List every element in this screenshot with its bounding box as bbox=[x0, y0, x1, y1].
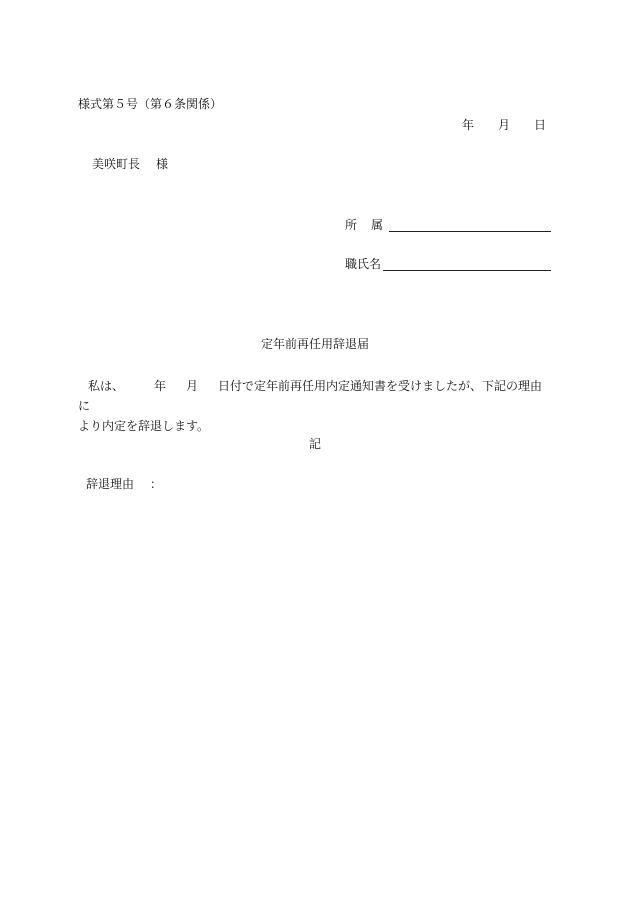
date-day-label: 日 bbox=[534, 118, 547, 132]
document-title: 定年前再任用辞退届 bbox=[260, 337, 369, 351]
addressee bbox=[92, 157, 168, 171]
date-month-label: 月 bbox=[498, 118, 511, 132]
body-rest-line1: 日付で定年前再任用内定通知書を受けましたが、下記の理由に bbox=[78, 379, 543, 413]
name-label: 職氏名 bbox=[345, 257, 382, 271]
form-number: 様式第５号（第６条関係） bbox=[78, 97, 223, 111]
reason-colon: ： bbox=[150, 477, 163, 491]
affiliation-field bbox=[345, 218, 551, 232]
affiliation-label: 所 属 bbox=[345, 218, 384, 232]
addressee-honorific: 様 bbox=[156, 157, 169, 171]
affiliation-blank-line[interactable] bbox=[389, 219, 551, 232]
body-text bbox=[78, 376, 553, 436]
date-line bbox=[462, 118, 546, 132]
reason-label: 辞退理由 bbox=[86, 477, 135, 491]
addressee-name: 美咲町長 bbox=[92, 157, 141, 171]
body-month: 月 bbox=[186, 379, 199, 393]
reason-field bbox=[86, 477, 162, 491]
ki-heading: 記 bbox=[308, 437, 321, 451]
date-year-label: 年 bbox=[462, 118, 475, 132]
name-field bbox=[345, 257, 551, 271]
body-line2: より内定を辞退します。 bbox=[78, 419, 210, 433]
body-lead: 私は、 bbox=[88, 379, 125, 393]
name-blank-line[interactable] bbox=[383, 258, 551, 271]
body-year: 年 bbox=[154, 379, 167, 393]
